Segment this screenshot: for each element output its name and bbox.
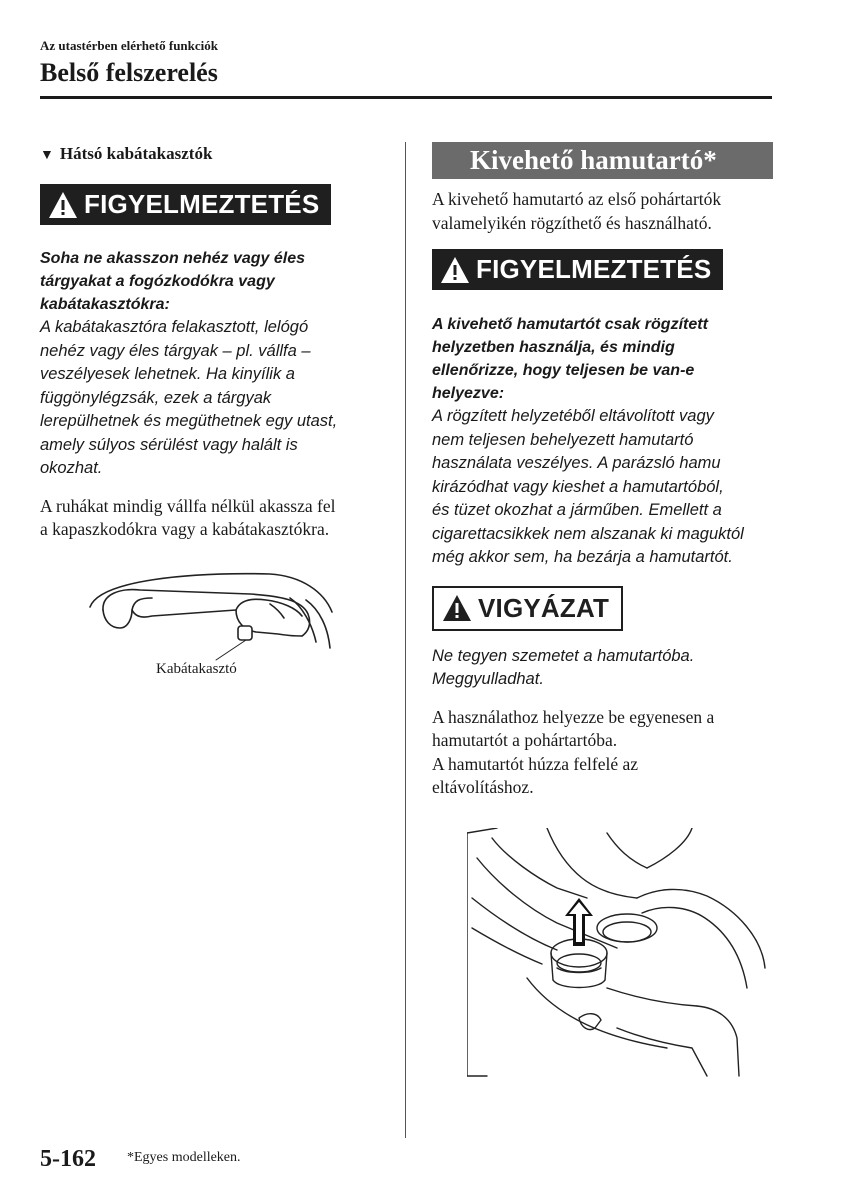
warning-text-line: függönylégzsák, ezek a tárgyak bbox=[40, 388, 272, 407]
usage-line: A használathoz helyezze be egyenesen a bbox=[432, 706, 715, 727]
caution-label-box bbox=[432, 586, 623, 631]
warning-text-line: veszélyesek lehetnek. Ha kinyílik a bbox=[40, 365, 295, 383]
warning-bold-line: Soha ne akasszon nehéz vagy éles bbox=[40, 250, 306, 267]
warning-text-line: nem teljesen behelyezett hamutartó bbox=[432, 430, 694, 449]
warning-text-line: amely súlyos sérülést vagy halált is bbox=[40, 435, 298, 454]
warning-text-line: A kabátakasztóra felakasztott, lelógó bbox=[40, 318, 309, 336]
warning-text-line: lerepülhetnek és megüthetnek egy utast, bbox=[40, 412, 338, 430]
warning-text-line: még akkor sem, ha bezárja a hamutartót. bbox=[432, 548, 733, 566]
warning-text-line: nehéz vagy éles tárgyak – pl. vállfa – bbox=[40, 341, 311, 360]
caution-text-line: Meggyulladhat. bbox=[432, 670, 544, 688]
usage-line: eltávolításhoz. bbox=[432, 777, 534, 797]
footnote: *Egyes modelleken. bbox=[127, 1150, 241, 1165]
warning-text-line: használata veszélyes. A parázsló hamu bbox=[432, 454, 721, 472]
pull-up-arrow-icon bbox=[565, 898, 593, 946]
body-line: A ruhákat mindig vállfa nélkül akassza fel bbox=[40, 495, 336, 516]
right-column bbox=[432, 142, 777, 1078]
warning-bold-line: tárgyakat a fogózkodókra vagy bbox=[40, 273, 275, 290]
breadcrumb: Az utastérben elérhető funkciók bbox=[40, 38, 219, 53]
warning-text-line: okozhat. bbox=[40, 459, 103, 477]
caution-triangle-icon bbox=[442, 593, 472, 623]
ashtray-illustration bbox=[467, 828, 767, 1078]
warning-label-box bbox=[40, 184, 331, 225]
intro-line: valamelyikén rögzíthető és használható. bbox=[432, 212, 712, 233]
triangle-bullet-icon: ▼ bbox=[40, 148, 54, 163]
coat-hook-illustration bbox=[40, 552, 360, 677]
warning-bold-line: kabátakasztókra: bbox=[40, 296, 170, 313]
warning-label-box bbox=[432, 249, 723, 290]
warning-triangle-icon bbox=[48, 190, 78, 220]
intro-line: A kivehető hamutartó az első pohártartók bbox=[432, 189, 722, 209]
warning-text-line: és tüzet okozhat a járműben. Emellett a bbox=[432, 501, 722, 519]
subheading bbox=[40, 144, 380, 164]
subheading-text: Hátsó kabátakasztók bbox=[59, 144, 213, 163]
warning-bold-line: helyzetben használja, és mindig bbox=[432, 339, 675, 356]
section-heading: Kivehető hamutartó* bbox=[432, 142, 773, 179]
warning-text-line: kirázódhat vagy kieshet a hamutartóból, bbox=[432, 477, 724, 496]
figure-caption: Kabátakasztó bbox=[156, 660, 237, 677]
page-title: Belső felszerelés bbox=[40, 58, 218, 87]
warning-text-line: A rögzített helyzetéből eltávolított vagy bbox=[432, 407, 714, 425]
warning-triangle-icon bbox=[440, 255, 470, 285]
header-rule bbox=[40, 96, 772, 99]
left-column bbox=[40, 142, 380, 694]
warning-label: FIGYELMEZTETÉS bbox=[84, 189, 320, 219]
usage-line: hamutartót a pohártartóba. bbox=[432, 730, 618, 750]
column-divider bbox=[405, 142, 406, 1138]
warning-bold-line: helyezve: bbox=[432, 385, 505, 402]
body-line: a kapaszkodókra vagy a kabátakasztókra. bbox=[40, 519, 330, 539]
page-number: 5-162 bbox=[40, 1146, 96, 1172]
caution-text-line: Ne tegyen szemetet a hamutartóba. bbox=[432, 646, 695, 665]
warning-label: FIGYELMEZTETÉS bbox=[476, 254, 712, 284]
usage-line: A hamutartót húzza felfelé az bbox=[432, 753, 639, 774]
caution-label: VIGYÁZAT bbox=[478, 592, 610, 623]
warning-text-line: cigarettacsikkek nem alszanak ki maguktól bbox=[432, 524, 744, 543]
warning-bold-line: A kivehető hamutartót csak rögzített bbox=[432, 316, 708, 333]
warning-bold-line: ellenőrizze, hogy teljesen be van-e bbox=[432, 362, 695, 379]
